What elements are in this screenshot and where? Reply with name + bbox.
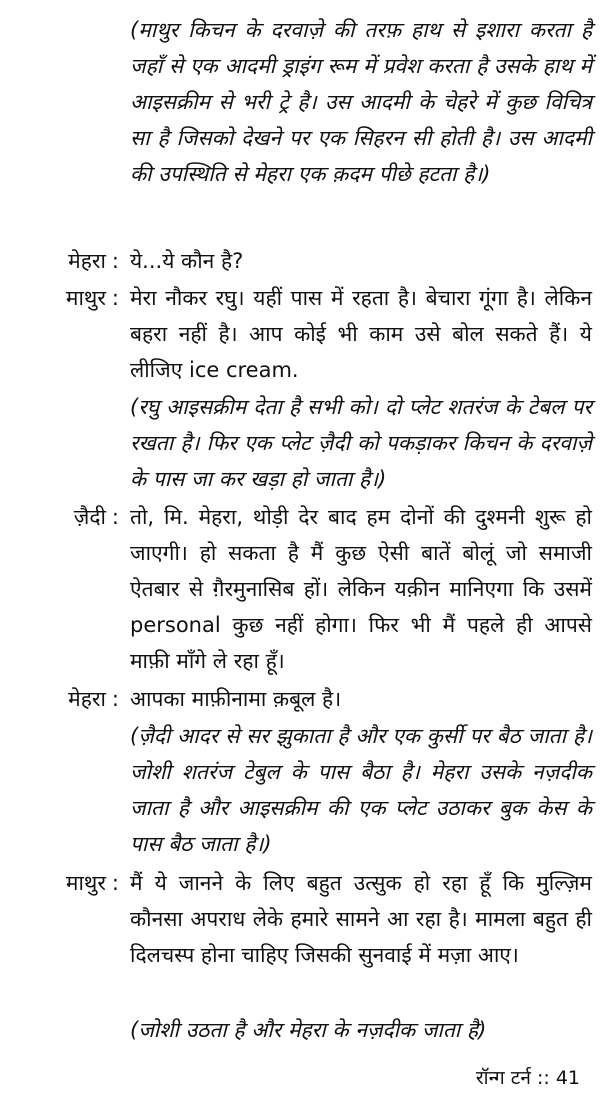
footer-separator: :: [536,1067,550,1089]
speaker-label: मेहरा [68,249,106,273]
stage-direction [0,389,600,497]
page-footer [476,1063,580,1093]
speaker-label: माथुर [65,871,106,895]
stage-direction-text: (माथुर किचन के दरवाज़े की तरफ़ हाथ से इशारा करता है जहाँ से एक आदमी ड्राइंग रूम में प्रवेश करता है उसके हाथ में आइसक्रीम से भरी ट्रे है। उस आदमी के चेहरे में कुछ विचित्र सा है जिसको देखने पर एक सिहरन सी होती है। उस आदमी की उपस्थिति से मेहरा एक क़दम पीछे हटता है।) [130,18,592,186]
stage-direction [0,718,600,862]
dialogue-text: तो, मि. मेहरा, थोड़ी देर बाद हम दोनों की दुश्मनी शुरू हो जाएगी। हो सकता है मैं कुछ ऐसी बातें बोलूं जो समाजी ऐतबार से ग़ैरमुनासिब हों। लेकिन यक़ीन मानिएगा कि उसमें personal कुछ नहीं होगा। फिर भी मैं पहले ही आपसे माफ़ी माँगे ले रहा हूँ। [130,505,592,673]
stage-direction-text: (जोशी उठता है और मेहरा के नज़दीक जाता है) [130,1018,487,1042]
speaker-label: ज़ैदी [73,505,106,529]
dialogue-line [0,681,600,717]
page-number: 41 [555,1067,580,1089]
speaker-colon: : [111,286,119,310]
speaker-colon: : [111,871,119,895]
speaker-name [0,499,125,535]
speaker-colon: : [111,505,119,529]
dialogue-line [0,499,600,679]
speaker-label: मेहरा [68,687,106,711]
dialogue-line [0,280,600,388]
dialogue-text: आपका माफ़ीनामा क़बूल है। [130,687,342,711]
speaker-name [0,243,125,279]
dialogue-text: मेरा नौकर रघु। यहीं पास में रहता है। बेचारा गूंगा है। लेकिन बहरा नहीं है। आप कोई भी काम उसे बोल सकते हैं। ये लीजिए ice cream. [130,286,592,382]
stage-direction [0,12,600,228]
speaker-name [0,681,125,717]
dialogue-text: मैं ये जानने के लिए बहुत उत्सुक हो रहा हूँ कि मुल्ज़िम कौनसा अपराध लेके हमारे सामने आ रहा है। मामला बहुत ही दिलचस्प होना चाहिए जिसकी सुनवाई में मज़ा आए। [130,871,592,967]
speaker-name [0,865,125,901]
dialogue-line [0,243,600,279]
speaker-colon: : [111,687,119,711]
dialogue-text: ये...ये कौन है? [130,249,244,273]
stage-direction-text: (ज़ैदी आदर से सर झुकाता है और एक कुर्सी पर बैठ जाता है। जोशी शतरंज टेबुल के पास बैठा है। मेहरा उसके नज़दीक जाता है और आइसक्रीम की एक प्लेट उठाकर बुक केस के पास बैठ जाता है।) [130,724,592,856]
stage-direction-text: (रघु आइसक्रीम देता है सभी को। दो प्लेट शतरंज के टेबल पर रखता है। फिर एक प्लेट ज़ैदी को पकड़ाकर किचन के दरवाज़े के पास जा कर खड़ा हो जाता है।) [130,395,592,491]
dialogue-line [0,865,600,1009]
speaker-name [0,280,125,316]
speaker-colon: : [111,249,119,273]
book-title: रॉन्ग टर्न [475,1067,531,1089]
speaker-label: माथुर [65,286,106,310]
stage-direction [0,1012,600,1048]
